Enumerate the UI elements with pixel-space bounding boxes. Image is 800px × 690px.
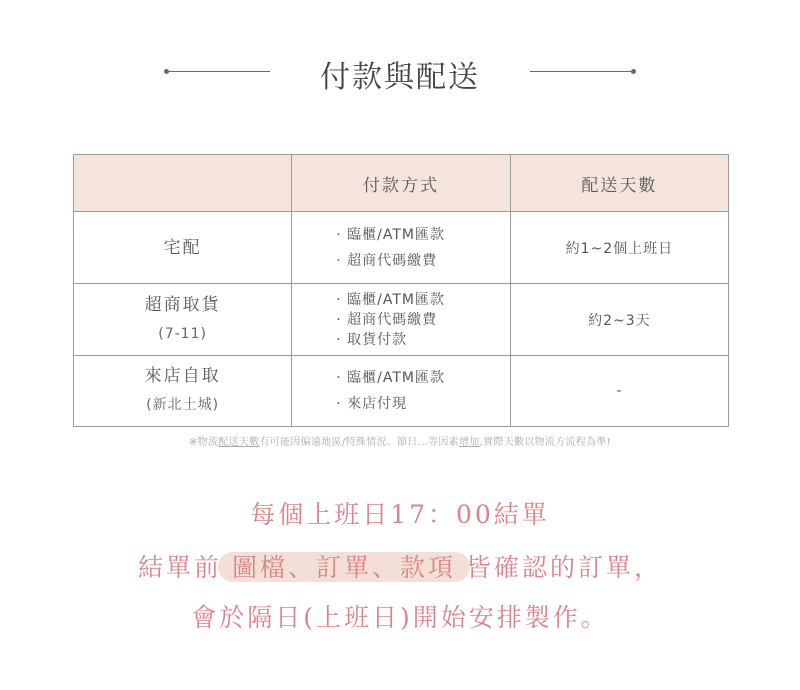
payment-item: · 來店付現: [336, 396, 408, 412]
note-text: ,實際天數以物流方流程為準!: [479, 437, 611, 448]
shipping-sub: (7-11): [158, 325, 207, 342]
section-title-row: [0, 40, 800, 104]
page-title: 付款與配送: [320, 60, 480, 95]
table-row: [74, 356, 729, 427]
highlighted-text: 圖檔、訂單、款項: [222, 548, 466, 584]
payment-cell: [292, 356, 511, 427]
divider-dot-right: [631, 69, 636, 74]
note-text: ※物流: [189, 437, 219, 448]
shipping-name: 來店自取: [144, 366, 221, 386]
handwritten-text: 結單前: [137, 553, 222, 582]
divider-dot-left: [164, 69, 169, 74]
handwritten-line-production: 會於隔日(上班日)開始安排製作。: [191, 603, 609, 632]
table-row: [74, 212, 729, 284]
payment-item: · 臨櫃/ATM匯款: [336, 370, 445, 386]
shipping-name-cell: [74, 212, 292, 284]
title-divider-left: [166, 71, 270, 72]
shipping-name: 宅配: [163, 237, 202, 258]
table-row: [74, 284, 729, 356]
payment-cell: [292, 212, 511, 284]
handwritten-line-confirm: [0, 548, 800, 584]
shipping-name: 超商取貨: [144, 294, 221, 315]
shipping-name-cell: [74, 284, 292, 356]
payment-item: · 超商代碼繳費: [336, 311, 438, 328]
shipping-note: [0, 433, 800, 448]
payment-item: · 取貨付款: [336, 331, 408, 348]
shipping-sub: (新北土城): [146, 397, 220, 413]
payment-item: · 臨櫃/ATM匯款: [336, 291, 445, 308]
payment-item: · 超商代碼繳費: [336, 252, 438, 269]
payment-list: [336, 290, 445, 350]
days-cell: 約1~2個上班日: [510, 212, 728, 284]
note-underlined-text: 配送天數: [218, 437, 260, 448]
header-cell-payment: 付款方式: [292, 155, 511, 212]
payment-cell: [292, 284, 511, 356]
payment-item: · 臨櫃/ATM匯款: [336, 226, 445, 243]
handwritten-text: 皆確認的訂單，: [466, 553, 663, 582]
shipping-table: [73, 154, 729, 427]
table-header-row: [74, 155, 729, 212]
title-divider-right: [530, 71, 634, 72]
payment-list: [336, 365, 445, 417]
days-cell: -: [510, 356, 728, 427]
payment-list: [336, 222, 445, 274]
handwritten-line-cutoff: 每個上班日17：00結單: [250, 500, 550, 529]
header-cell-empty: [74, 155, 292, 212]
days-cell: 約2~3天: [510, 284, 728, 356]
header-cell-days: 配送天數: [510, 155, 728, 212]
note-underlined-text: 增加: [459, 437, 480, 448]
note-text: 有可能因偏遠地區/特殊情況、節日...等因素: [259, 437, 459, 448]
shipping-name-cell: [74, 356, 292, 427]
